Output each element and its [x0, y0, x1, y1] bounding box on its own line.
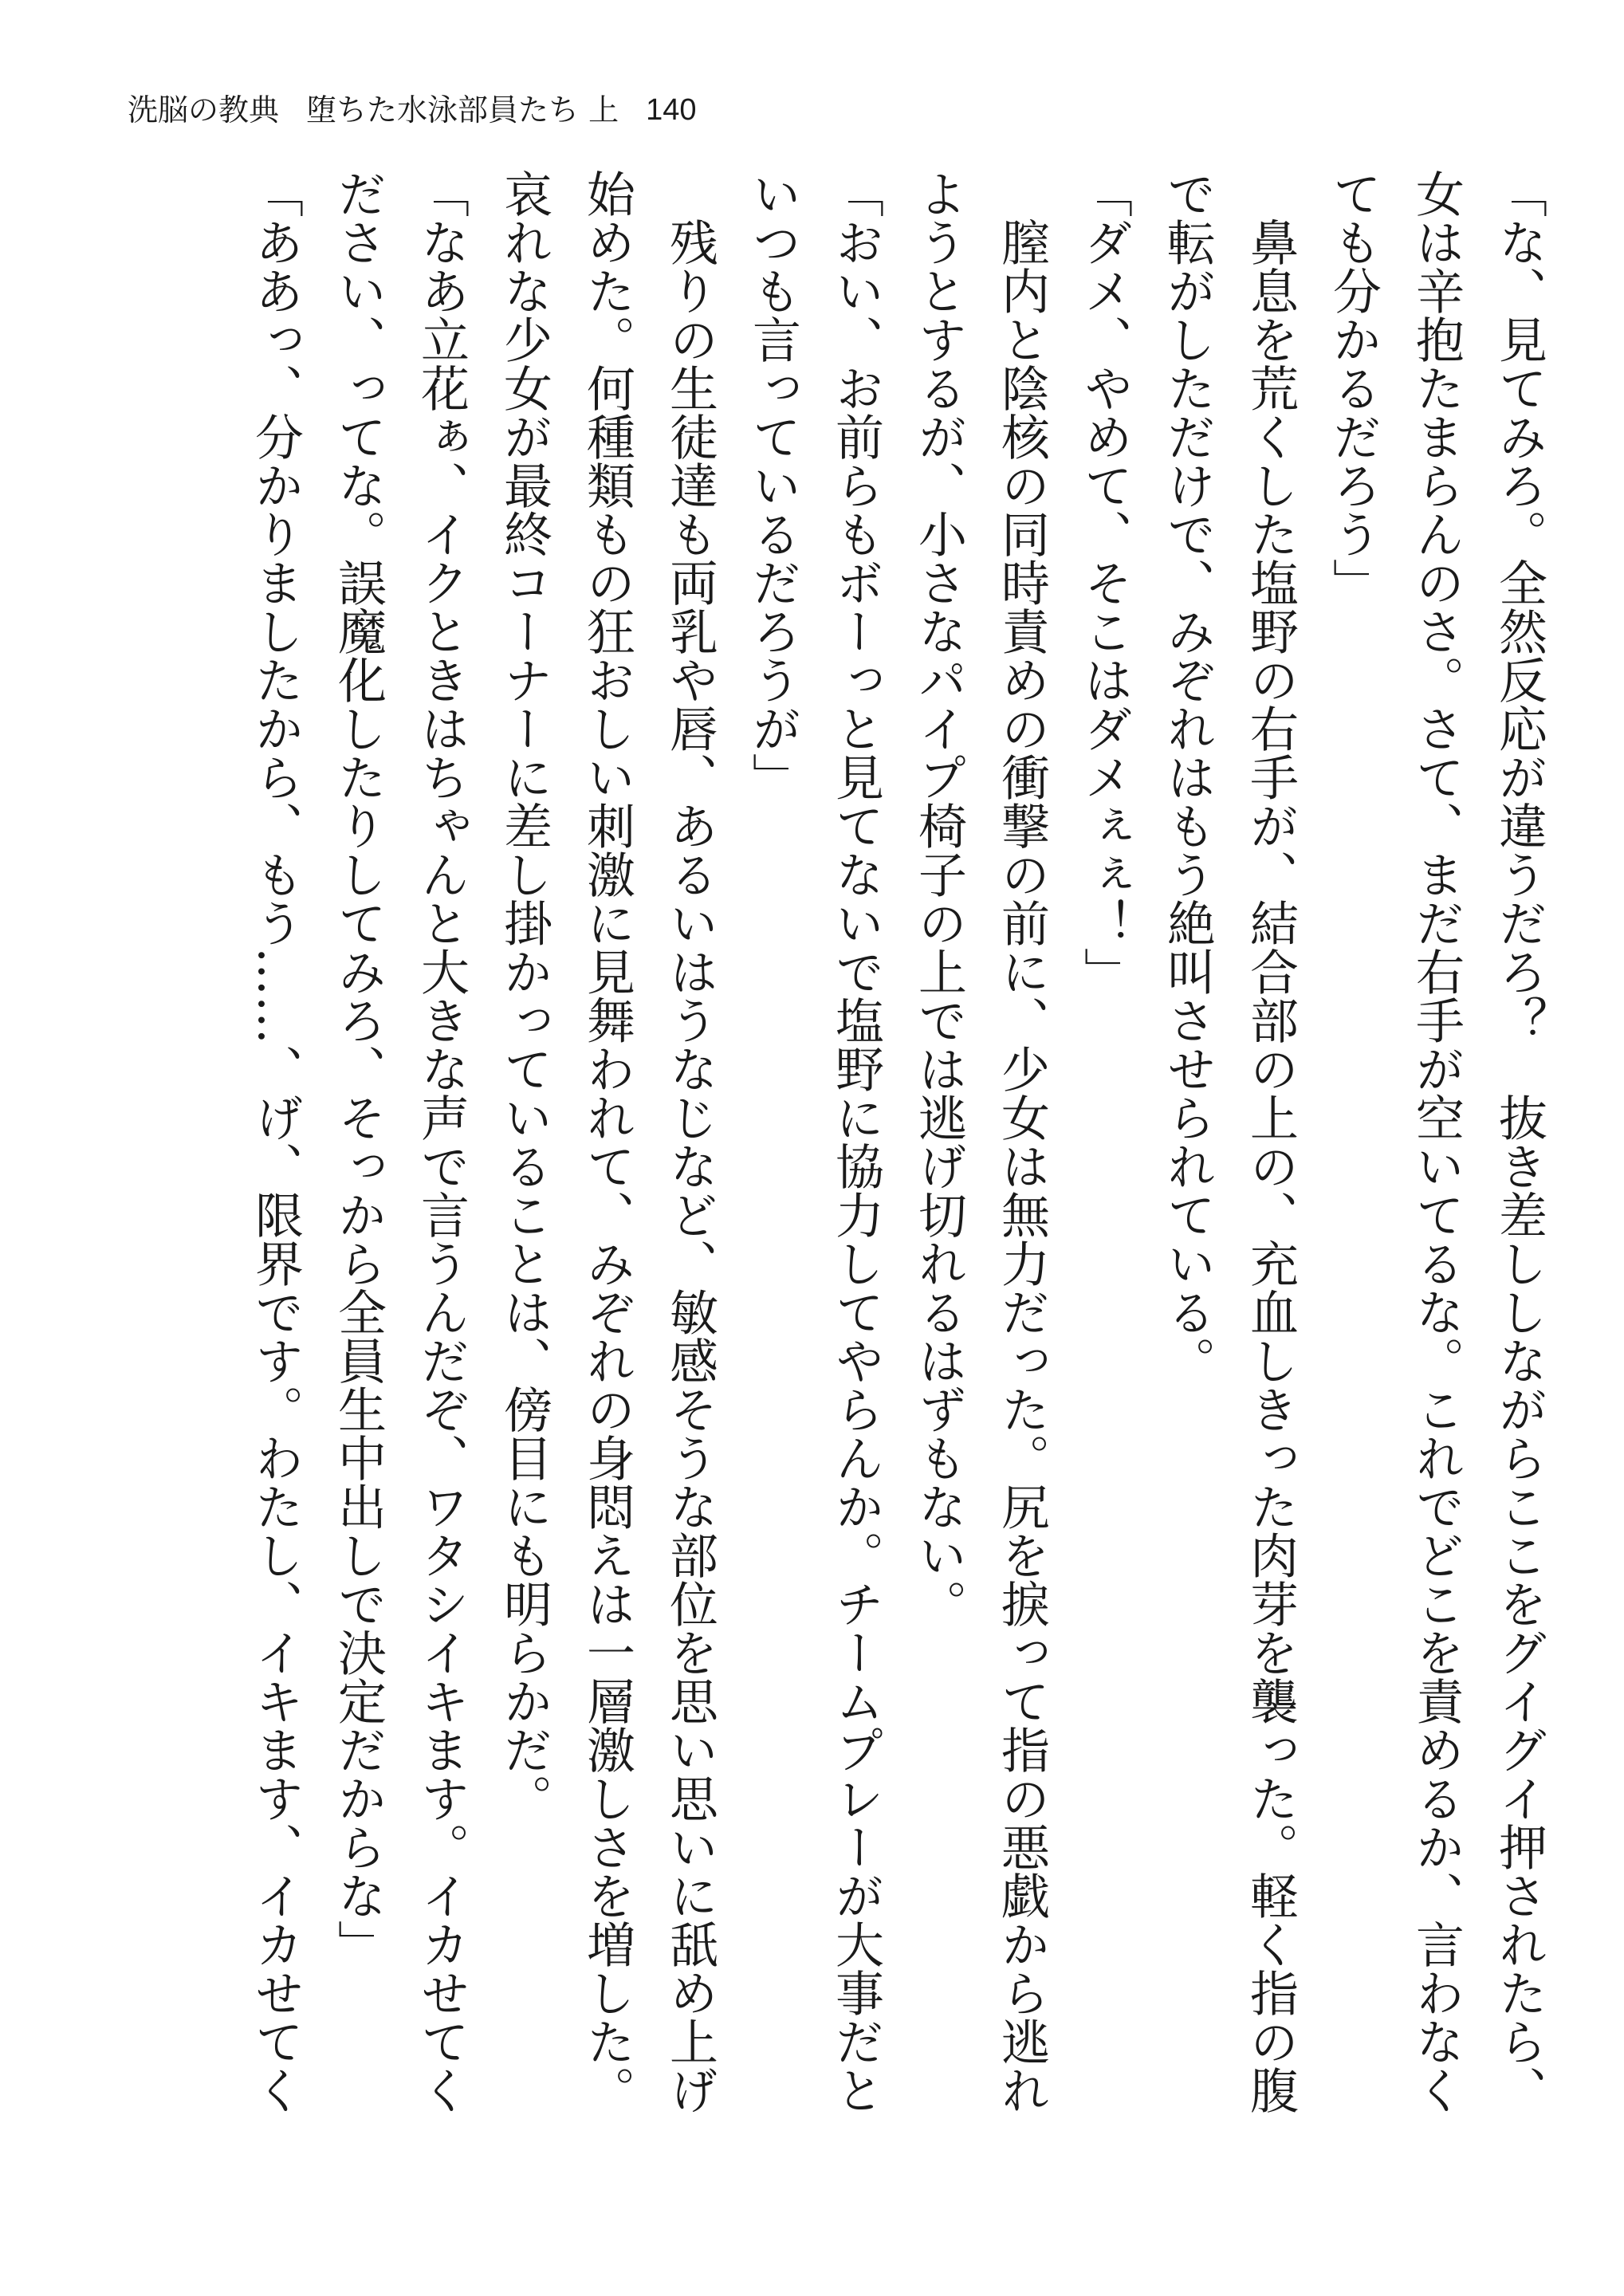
running-header — [128, 86, 697, 134]
text-line: ても分かるだろう」 — [1325, 169, 1382, 607]
text-line: 女は辛抱たまらんのさ。さて、まだ右手が空いてるな。これでどこを責めるか、言わなく — [1408, 169, 1465, 2114]
text-line: 「なあ立花ぁ、イクときはちゃんと大きな声で言うんだぞ、ワタシイキます。イカせてく — [413, 169, 470, 2114]
text-line: 「ああっ、分かりましたから、もう……、げ、限界です。わたし、イキます、イカせてく — [247, 169, 304, 2114]
text-line: いつも言っているだろうが」 — [745, 169, 801, 801]
text-line: ようとするが、小さなパイプ椅子の上では逃げ切れるはずもない。 — [910, 169, 967, 1628]
text-line: 始めた。何種類もの狂おしい刺激に見舞われて、みぞれの身悶えは一層激しさを増した。 — [579, 169, 635, 2114]
text-line: ださい、ってな。誤魔化したりしてみろ、そっから全員生中出しで決定だからな」 — [330, 169, 387, 1968]
text-line: 「ダメ、やめて、そこはダメぇぇ！」 — [1076, 169, 1133, 996]
text-line: で転がしただけで、みぞれはもう絶叫させられている。 — [1159, 169, 1216, 1385]
text-line: 「な、見てみろ。全然反応が違うだろ？ 抜き差ししながらここをグイグイ押されたら、 — [1491, 169, 1547, 2114]
text-line: 膣内と陰核の同時責めの衝撃の前に、少女は無力だった。尻を捩って指の悪戯から逃れ — [993, 169, 1050, 2114]
vertical-body-text — [234, 169, 1560, 2226]
text-line: 残りの生徒達も両乳や唇、あるいはうなじなど、敏感そうな部位を思い思いに舐め上げ — [662, 169, 718, 2114]
book-title: 洗脳の教典 — [128, 92, 280, 128]
book-subtitle: 堕ちた水泳部員たち 上 — [306, 92, 619, 128]
page-number: 140 — [646, 93, 697, 127]
text-line: 哀れな少女が最終コーナーに差し掛かっていることは、傍目にも明らかだ。 — [496, 169, 552, 1822]
text-line: 鼻息を荒くした塩野の右手が、結合部の上の、充血しきった肉芽を襲った。軽く指の腹 — [1242, 169, 1299, 2114]
text-line: 「おい、お前らもボーっと見てないで塩野に協力してやらんか。チームプレーが大事だと — [828, 169, 884, 2114]
